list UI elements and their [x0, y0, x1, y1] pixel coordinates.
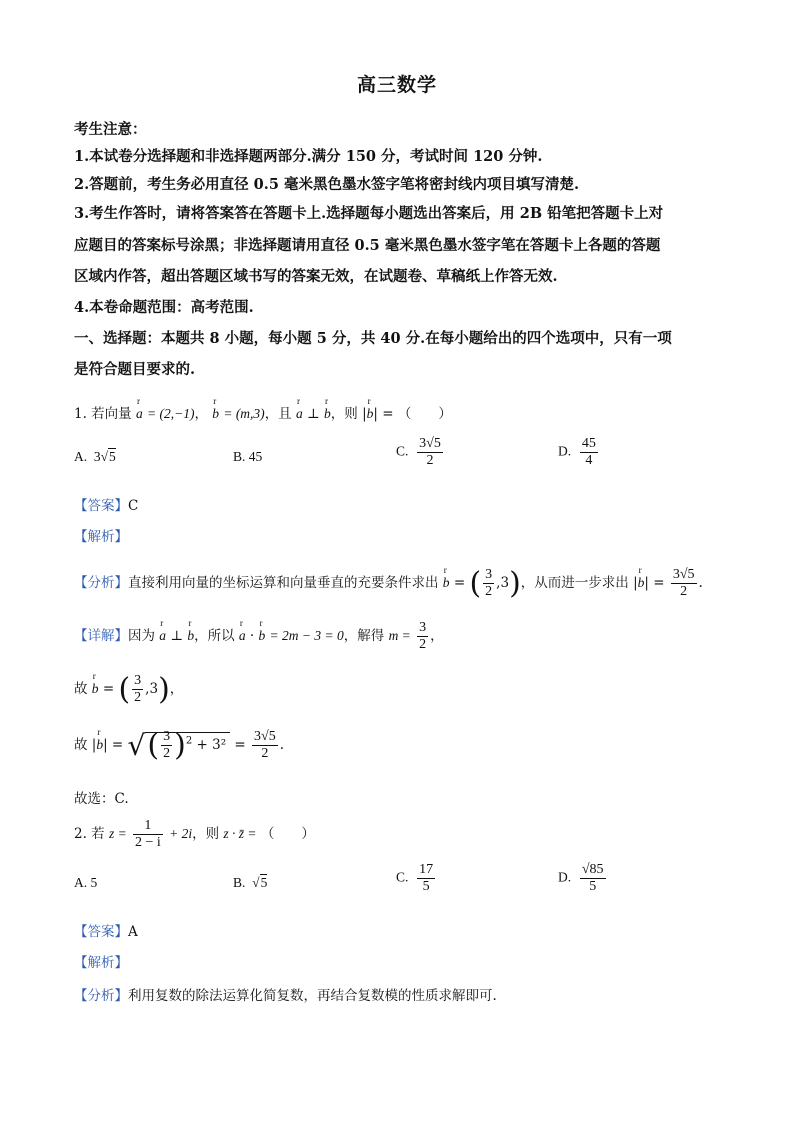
option-label: C. — [396, 869, 409, 885]
q1-option-b — [233, 449, 262, 465]
paren: ) — [509, 566, 521, 601]
analysis-tag: 【解析】 — [74, 529, 128, 545]
q1-analysis-tag — [74, 525, 128, 545]
fenxi-text: ，从而进一步求出 — [520, 575, 629, 591]
q1-answer — [74, 494, 138, 514]
vector-a: r a — [239, 628, 246, 644]
q2-option-d — [558, 862, 608, 895]
fraction — [417, 436, 443, 469]
answer-value: C — [128, 498, 139, 514]
option-label: D. — [558, 443, 572, 459]
q1-choice: 故选：C. — [74, 791, 129, 807]
q1-prefix: 1. 若向量 — [74, 406, 132, 422]
denominator: 5 — [589, 879, 597, 895]
fenxi-tag: 【分析】 — [74, 988, 128, 1004]
notice-item: 3.考生作答时，请将答案答在答题卡上.选择题每小题选出答案后，用 2B 铅笔把答题卡上对 — [74, 205, 664, 222]
q1-option-a: A. 3√5 — [74, 449, 116, 464]
denominator: 2 — [426, 453, 434, 469]
answer-blank: = （ ） — [382, 406, 452, 422]
fraction — [133, 818, 163, 851]
q2-analysis-tag — [74, 951, 128, 971]
notice-item: 2.答题前，考生务必用直径 0.5 毫米黑色墨水签字笔将密封线内项目填写清楚. — [74, 176, 580, 193]
paren: ( — [118, 672, 131, 707]
fenxi-text: 直接利用向量的坐标运算和向量垂直的充要条件求出 — [128, 575, 439, 591]
vector-b: r b — [92, 681, 99, 697]
paren: ) — [158, 672, 170, 707]
text: ，则 — [192, 826, 220, 843]
q1-end: ，则 — [330, 406, 358, 422]
text: ，所以 — [194, 628, 235, 645]
vector-b: r b — [96, 737, 103, 753]
fraction — [417, 862, 435, 895]
notice-item: 应题目的答案标号涂黑；非选择题请用直径 0.5 毫米黑色墨水签字笔在答题卡上各题的答题 — [74, 237, 661, 254]
q1-xiangjie: 【详解】因为 r a ⊥ r b，所以 r a · r b = 2m − 3 = 0，解得 m = $\frac{3}{2}$ ， — [74, 620, 444, 653]
radical: √ — [127, 729, 146, 762]
equation: + 3² — [196, 737, 227, 753]
question-2-stem — [74, 818, 315, 851]
equation: z · z̄ = — [223, 826, 257, 842]
numerator: 1 — [133, 818, 163, 835]
denominator: 2 − i — [135, 835, 161, 851]
fraction: $\frac{3}{2}$ — [485, 566, 493, 599]
q2-prefix: 2. 若 — [74, 826, 105, 843]
option-radicand: 5 — [260, 875, 268, 890]
fraction: $\frac{3√5}{2}$ — [254, 728, 276, 761]
denominator: 5 — [422, 879, 430, 895]
section-heading-cont: 是符合题目要求的. — [74, 361, 196, 378]
q1-gu-line-2: 故 |r b| = √( $\frac{3}{2}$ )$^2$ + 3² = $\frac{3√5}{2}$ . — [74, 728, 284, 763]
answer-value: A — [128, 924, 138, 940]
equation: + 2i — [169, 826, 193, 842]
option-value: 45 — [248, 449, 263, 464]
fraction: $\frac{3√5}{2}$ — [672, 566, 695, 599]
option-value: 5 — [90, 875, 98, 890]
vector-a: r a — [159, 628, 166, 644]
text: 故 — [74, 737, 88, 753]
numerator: 3√5 — [417, 436, 443, 453]
numerator: √85 — [580, 862, 606, 879]
q1-option-c — [396, 436, 445, 469]
q2-option-a — [74, 875, 97, 891]
option-label: D. — [558, 869, 572, 885]
denominator: 4 — [585, 453, 593, 469]
q1-fenxi: 【分析】直接利用向量的坐标运算和向量垂直的充要条件求出 r b = ( $\frac{3}{2}$ ,3)，从而进一步求出 |r b| = $\frac{3√5}{2}$ . — [74, 566, 703, 601]
fenxi-text: 利用复数的除法运算化简复数，再结合复数模的性质求解即可. — [128, 988, 497, 1004]
answer-blank: （ ） — [260, 826, 315, 843]
abs-b: |r b| — [362, 406, 378, 422]
perp-symbol: ⊥ — [307, 406, 320, 422]
numerator: 17 — [417, 862, 435, 879]
notice-item: 1.本试卷分选择题和非选择题两部分.满分 150 分，考试时间 120 分钟. — [74, 148, 543, 165]
text: ，解得 — [343, 628, 385, 645]
question-1-stem: 1. 若向量 r a = (2,−1)， r b = (m,3)，且 r a ⊥ r b，则 |r b| = （ ） — [74, 402, 452, 422]
q2-option-b: B. √5 — [233, 875, 268, 890]
text: 故 — [74, 681, 88, 697]
vector-b: r b — [187, 628, 194, 644]
option-label: A. — [74, 449, 88, 464]
option-label: A. — [74, 875, 88, 890]
numerator: 45 — [580, 436, 598, 453]
xiangjie-tag: 【详解】 — [74, 628, 128, 645]
q1-b-value: = (m,3) — [223, 406, 265, 421]
q1-mid: ，且 — [264, 406, 292, 422]
option-label: B. — [233, 449, 246, 464]
vector-b: r b — [638, 575, 645, 591]
vector-b: r b — [212, 406, 219, 422]
paren: ( — [469, 566, 482, 601]
q2-fenxi — [74, 984, 497, 1004]
equation: = 2m − 3 = 0 — [269, 628, 344, 644]
vector-a: r a — [136, 406, 143, 422]
answer-tag: 【答案】 — [74, 498, 128, 514]
option-label: B. — [233, 875, 246, 890]
option-radicand: 5 — [109, 449, 116, 464]
vector-b: r b — [443, 575, 450, 591]
fraction — [580, 436, 598, 469]
text: ， — [169, 681, 184, 697]
vector-b: r b — [259, 628, 266, 644]
q2-answer — [74, 920, 138, 940]
q1-option-d — [558, 436, 600, 469]
q1-gu-line: 故 r b = ( $\frac{3}{2}$ ,3)， — [74, 672, 183, 707]
section-heading: 一、选择题：本题共 8 小题，每小题 5 分，共 40 分.在每小题给出的四个选项中，只有一项 — [74, 330, 672, 347]
option-label: C. — [396, 443, 409, 459]
fraction: $\frac{3}{2}$ — [134, 672, 142, 705]
page-title: 高三数学 — [356, 74, 437, 96]
q2-option-c — [396, 862, 437, 895]
q1-a-value: = (2,−1) — [147, 406, 195, 421]
answer-tag: 【答案】 — [74, 924, 128, 940]
fraction: $\frac{3}{2}$ — [419, 620, 427, 653]
notice-heading: 考生注意： — [74, 121, 147, 138]
vector-a: r a — [296, 406, 303, 422]
notice-item: 4.本卷命题范围：高考范围. — [74, 299, 254, 316]
equation: z = — [108, 826, 127, 842]
radicand: ( $\frac{3}{2}$ )$^2$ + 3² — [145, 732, 230, 753]
text: 因为 — [128, 628, 155, 645]
fenxi-tag: 【分析】 — [74, 575, 128, 591]
option-coef: 3 — [93, 449, 101, 464]
fraction — [580, 862, 606, 895]
notice-item: 区域内作答，超出答题区域书写的答案无效，在试题卷、草稿纸上作答无效. — [74, 268, 558, 285]
vector-b: r b — [324, 406, 331, 422]
analysis-tag: 【解析】 — [74, 955, 128, 971]
equation: m = — [388, 628, 411, 644]
